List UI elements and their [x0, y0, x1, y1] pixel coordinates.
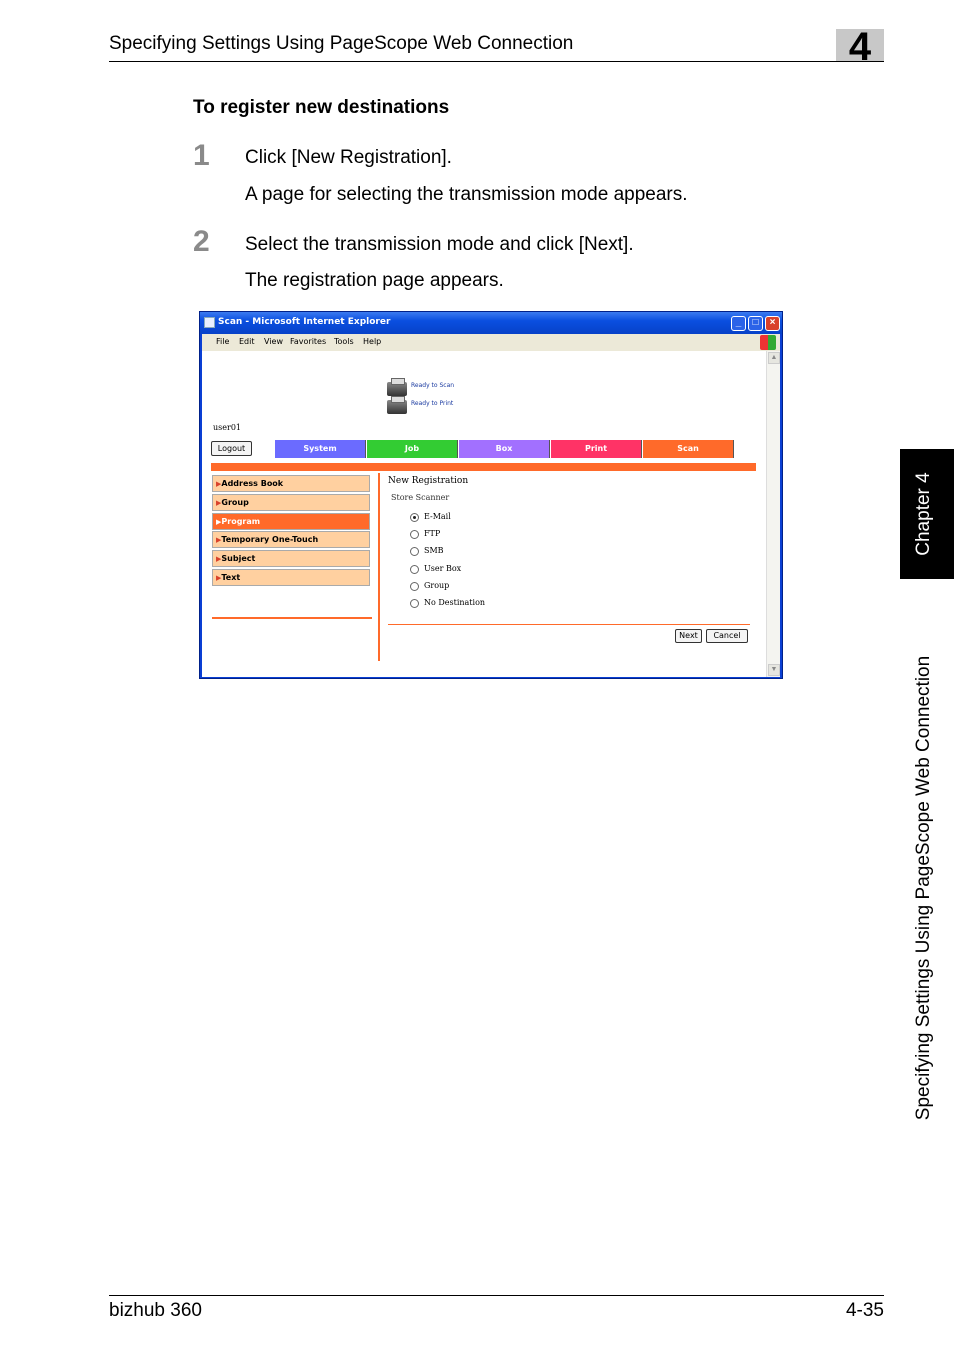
radio-label-user-box: User Box — [424, 564, 462, 573]
panel-subtitle: Store Scanner — [391, 493, 450, 502]
menu-favorites[interactable]: Favorites — [290, 337, 327, 346]
radio-label-ftp: FTP — [424, 529, 441, 538]
header-rule — [109, 61, 884, 62]
printer-icon — [387, 400, 407, 414]
scroll-down-icon[interactable]: ▼ — [768, 664, 780, 676]
close-icon[interactable]: × — [765, 316, 780, 331]
tab-scan[interactable]: Scan — [643, 440, 734, 458]
footer-product: bizhub 360 — [109, 1300, 202, 1321]
radio-group[interactable] — [410, 582, 419, 591]
triangle-icon: ▶ — [216, 480, 222, 488]
next-button[interactable]: Next — [675, 629, 702, 643]
triangle-icon: ▶ — [216, 555, 222, 563]
section-title: To register new destinations — [193, 97, 450, 118]
window-title: Scan - Microsoft Internet Explorer — [218, 317, 391, 327]
panel-title: New Registration — [388, 476, 469, 486]
sidebar-item-group[interactable] — [212, 494, 370, 511]
menu-view[interactable]: View — [264, 337, 283, 346]
window-titlebar — [200, 312, 782, 334]
sidebar-item-text[interactable] — [212, 569, 370, 586]
menu-help[interactable]: Help — [363, 337, 382, 346]
step-1-result: A page for selecting the transmission mode appears. — [245, 184, 688, 205]
sidebar-item-temporary-one-touch[interactable] — [212, 531, 370, 548]
menu-tools[interactable]: Tools — [334, 337, 354, 346]
radio-no-destination[interactable] — [410, 599, 419, 608]
chapter-number: 4 — [848, 25, 872, 69]
sidebar-item-address-book[interactable] — [212, 475, 370, 492]
chapter-number-box — [836, 25, 884, 69]
side-running-title: Specifying Settings Using PageScope Web Connection — [913, 655, 934, 1121]
step-1-number: 1 — [193, 139, 210, 172]
scroll-up-icon[interactable]: ▲ — [768, 352, 780, 364]
step-2-result: The registration page appears. — [245, 270, 504, 291]
radio-ftp[interactable] — [410, 530, 419, 539]
radio-user-box[interactable] — [410, 565, 419, 574]
menu-bar — [202, 334, 780, 351]
tab-print[interactable]: Print — [551, 440, 642, 458]
step-1-instruction: Click [New Registration]. — [245, 147, 452, 168]
radio-label-no-destination: No Destination — [424, 598, 486, 607]
triangle-icon: ▶ — [216, 536, 222, 544]
chapter-side-label: Chapter 4 — [913, 472, 934, 556]
radio-label-smb: SMB — [424, 546, 444, 555]
ie-icon — [204, 317, 215, 328]
footer-rule — [109, 1295, 884, 1296]
sidebar-label: Address Book — [221, 479, 284, 488]
vertical-scrollbar[interactable] — [766, 351, 780, 677]
sidebar-label: Text — [221, 573, 241, 582]
triangle-icon: ▶ — [216, 518, 222, 526]
step-2-number: 2 — [193, 225, 210, 258]
windows-logo-icon — [760, 335, 776, 350]
panel-divider — [378, 473, 380, 661]
radio-label-group: Group — [424, 581, 450, 590]
print-status: Ready to Print — [411, 400, 454, 407]
sidebar-label: Subject — [221, 554, 256, 563]
user-name: user01 — [213, 423, 241, 432]
scanner-icon — [387, 382, 407, 396]
cancel-button[interactable]: Cancel — [706, 629, 748, 643]
form-separator — [388, 624, 750, 625]
footer-page-number: 4-35 — [845, 1300, 884, 1321]
browser-content — [202, 351, 780, 677]
radio-email[interactable] — [410, 513, 419, 522]
menu-file[interactable]: File — [216, 337, 230, 346]
sidebar-item-program[interactable] — [212, 513, 370, 530]
scan-status: Ready to Scan — [411, 382, 455, 389]
maximize-icon[interactable]: □ — [748, 316, 763, 331]
menu-edit[interactable]: Edit — [239, 337, 255, 346]
sidebar-divider — [212, 617, 372, 619]
sidebar-label: Program — [221, 517, 261, 526]
minimize-icon[interactable]: _ — [731, 316, 746, 331]
radio-label-email: E-Mail — [424, 512, 451, 521]
running-header-title: Specifying Settings Using PageScope Web Connection — [109, 33, 574, 54]
triangle-icon: ▶ — [216, 499, 222, 507]
logout-button[interactable]: Logout — [211, 441, 252, 456]
step-2-instruction: Select the transmission mode and click [Next]. — [245, 234, 634, 255]
sidebar-label: Temporary One-Touch — [221, 535, 319, 544]
radio-smb[interactable] — [410, 547, 419, 556]
sidebar-item-subject[interactable] — [212, 550, 370, 567]
sidebar-label: Group — [221, 498, 249, 507]
tab-system[interactable]: System — [275, 440, 366, 458]
tab-job[interactable]: Job — [367, 440, 458, 458]
header-bar — [211, 463, 756, 471]
tab-box[interactable]: Box — [459, 440, 550, 458]
browser-window-screenshot — [199, 311, 783, 679]
triangle-icon: ▶ — [216, 574, 222, 582]
